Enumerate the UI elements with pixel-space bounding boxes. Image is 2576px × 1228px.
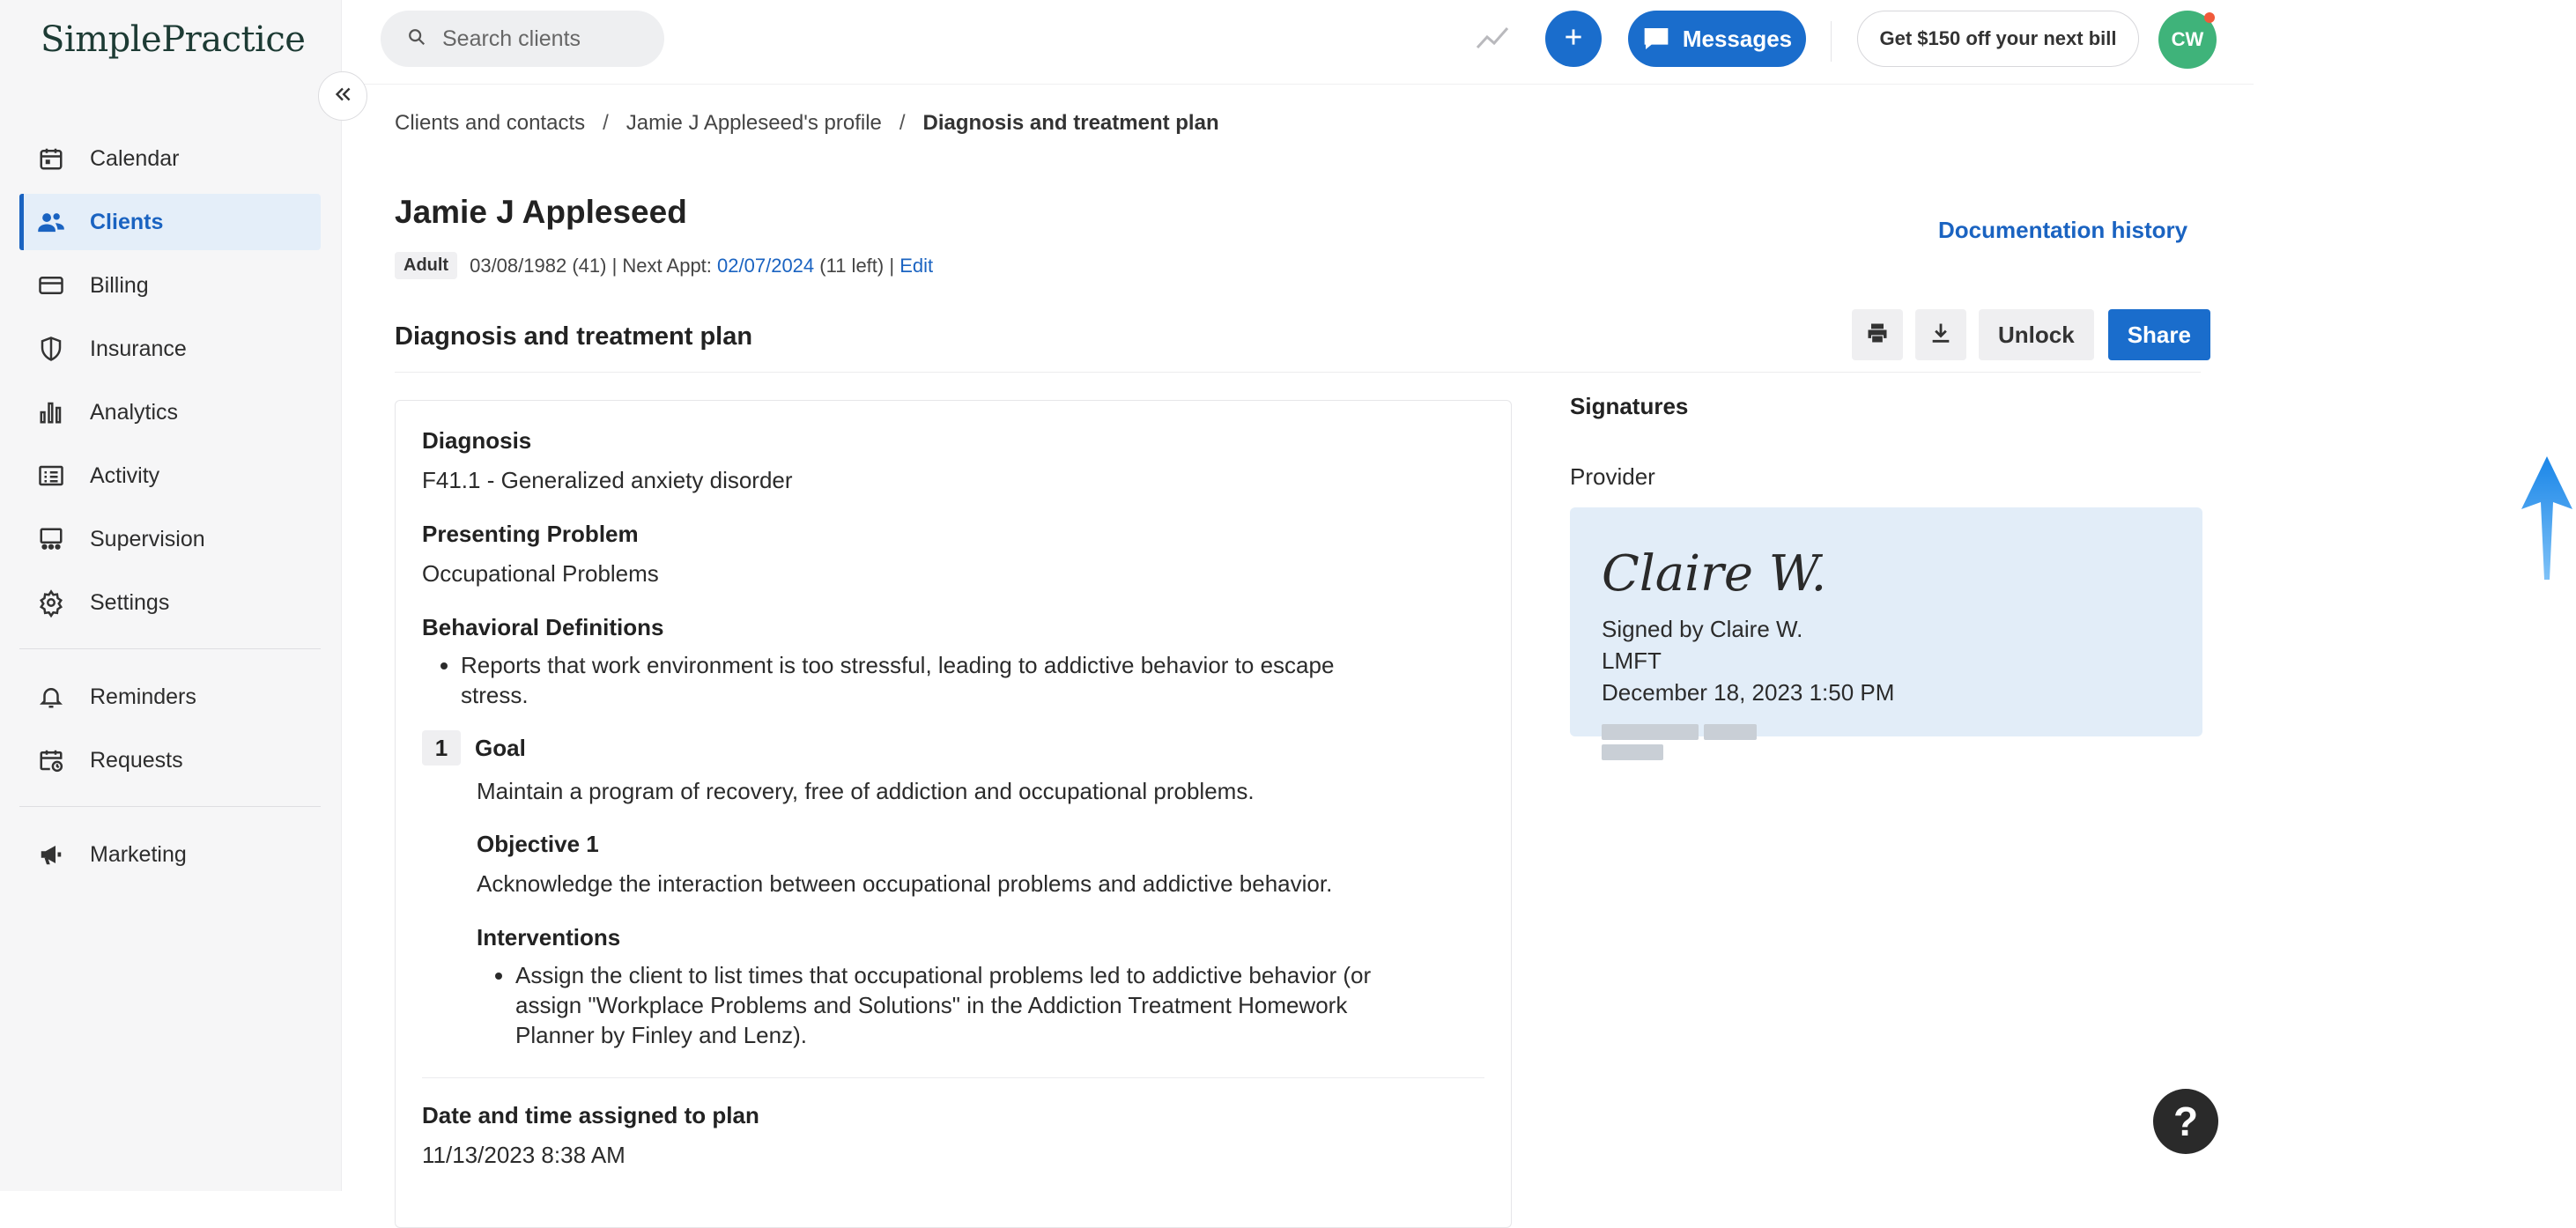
breadcrumb [395,111,1219,136]
sidebar-item-label: Marketing [90,841,187,867]
treatment-plan-card [395,400,1512,1228]
signer-credential: LMFT [1602,647,1662,674]
signatures-title: Signatures [1570,393,1689,419]
list-item: • Assign the client to list times that occupational problems led to addictive behavior (or assign "Workplace Problems and Solutions" in the Addiction Treatment Homework Planner by Finley and Lenz). [515,960,1396,1050]
print-button[interactable] [1852,309,1903,360]
appts-left: (11 left) [819,254,885,277]
add-button[interactable] [1545,11,1602,67]
signature-box [1570,507,2202,736]
diagnosis-label: Diagnosis [422,427,532,454]
behavioral-definitions-list [461,650,1377,710]
sidebar-item-reminders[interactable] [19,669,321,725]
sidebar-item-label: Calendar [90,145,180,171]
annotation-arrow-icon [2518,455,2576,583]
sidebar [0,0,342,1191]
share-button[interactable]: Share [2108,309,2210,360]
sidebar-item-insurance[interactable] [19,321,321,377]
sidebar-item-requests[interactable] [19,732,321,788]
credit-card-icon [37,271,65,300]
sidebar-item-supervision[interactable] [19,511,321,567]
search-icon [407,27,426,51]
sidebar-item-label: Supervision [90,526,205,551]
gear-icon [37,588,65,617]
client-type-badge: Adult [395,252,457,279]
sidebar-item-label: Reminders [90,684,196,709]
date-assigned-value: 11/13/2023 8:38 AM [422,1142,625,1168]
sidebar-item-marketing[interactable] [19,826,321,883]
chat-bubble-icon [1642,26,1670,52]
goal-block [422,730,1484,806]
sidebar-item-clients[interactable] [19,194,321,250]
presenting-problem-block [422,521,1484,588]
objective-block [477,831,1484,899]
signature-details [1602,613,1894,708]
calendar-icon [37,144,65,173]
goal-value: Maintain a program of recovery, free of addiction and occupational problems. [477,778,1255,804]
bell-icon [37,683,65,711]
nav-divider [19,806,321,807]
client-dob: 03/08/1982 (41) [470,254,607,277]
unlock-button[interactable]: Unlock [1979,309,2094,360]
date-assigned-block [422,1102,1484,1170]
sidebar-item-label: Settings [90,589,170,615]
presenting-problem-value: Occupational Problems [422,560,659,587]
notification-dot [2204,12,2215,23]
objective-label: Objective 1 [477,831,599,857]
breadcrumb-current: Diagnosis and treatment plan [922,111,1219,135]
divider [1831,21,1832,62]
nav-divider [19,648,321,649]
list-icon [37,462,65,490]
promo-button[interactable]: Get $150 off your next bill [1857,11,2139,67]
avatar-initials: CW [2171,28,2204,50]
download-button[interactable] [1915,309,1966,360]
edit-client-link[interactable]: Edit [899,254,934,277]
diagnosis-block [422,427,1484,495]
sidebar-item-label: Requests [90,747,183,773]
sidebar-item-activity[interactable] [19,448,321,504]
sidebar-item-label: Analytics [90,399,179,425]
collapse-sidebar-button[interactable] [318,71,367,121]
next-appt-label: Next Appt: [622,254,712,277]
plus-icon [1562,26,1585,53]
megaphone-icon [37,840,65,869]
behavioral-definitions-label: Behavioral Definitions [422,614,664,640]
client-meta [395,252,933,279]
meta-pipe: | [611,254,618,277]
next-appt-link[interactable]: 02/07/2024 [717,254,815,277]
search-bar[interactable] [381,11,664,67]
behavioral-definitions-block [422,614,1484,710]
messages-label: Messages [1682,25,1793,52]
signed-at: December 18, 2023 1:50 PM [1602,679,1895,706]
interventions-label: Interventions [477,924,621,951]
breadcrumb-client-profile[interactable]: Jamie J Appleseed's profile [625,111,882,135]
search-input[interactable] [442,26,645,52]
topbar [342,0,2254,85]
meta-pipe: | [889,254,895,277]
sidebar-item-analytics[interactable] [19,384,321,440]
handwritten-signature [1600,539,1827,610]
signature-role: Provider [1570,463,1655,490]
diagnosis-value: F41.1 - Generalized anxiety disorder [422,467,793,493]
documentation-history-link[interactable]: Documentation history [1938,217,2188,243]
goal-number: 1 [422,730,461,766]
sidebar-item-label: Activity [90,462,160,488]
avatar[interactable] [2158,11,2217,69]
section-divider [395,372,2201,373]
redacted-field [1602,724,1827,743]
sidebar-item-label: Billing [90,272,149,298]
users-icon [37,208,65,236]
shield-icon [37,335,65,363]
breadcrumb-clients-and-contacts[interactable]: Clients and contacts [395,111,586,135]
sidebar-nav [19,130,321,890]
document-toolbar [1852,309,2210,360]
breadcrumb-separator: / [899,111,906,135]
download-icon [1928,321,1953,350]
bar-chart-icon [37,398,65,426]
messages-button[interactable] [1628,11,1806,67]
calendar-clock-icon [37,746,65,774]
sidebar-item-settings[interactable] [19,574,321,631]
sidebar-item-calendar[interactable] [19,130,321,187]
trend-icon[interactable] [1475,23,1510,57]
print-icon [1865,321,1890,350]
interventions-list [515,960,1396,1050]
interventions-block [477,924,1484,1050]
client-name: Jamie J Appleseed [395,194,687,230]
goal-label: Goal [475,734,526,761]
objective-value: Acknowledge the interaction between occupational problems and addictive behavior. [477,870,1333,897]
card-divider [422,1077,1484,1078]
goal-header [422,730,1484,766]
logo[interactable]: SimplePractice [41,19,306,60]
signed-by: Signed by Claire W. [1602,616,1803,642]
main-content [395,85,2254,1191]
svg-text:Claire W.: Claire W. [1602,545,1827,603]
presenting-problem-label: Presenting Problem [422,521,639,547]
breadcrumb-separator: / [603,111,609,135]
sidebar-item-billing[interactable] [19,257,321,314]
supervision-icon [37,525,65,553]
help-button[interactable]: ? [2153,1089,2218,1154]
section-title: Diagnosis and treatment plan [395,322,753,351]
sidebar-item-label: Insurance [90,336,187,361]
date-assigned-label: Date and time assigned to plan [422,1102,759,1128]
sidebar-item-label: Clients [90,209,164,234]
list-item: • Reports that work environment is too stressful, leading to addictive behavior to escape stress. [461,650,1377,710]
double-chevron-left-icon [331,83,354,110]
